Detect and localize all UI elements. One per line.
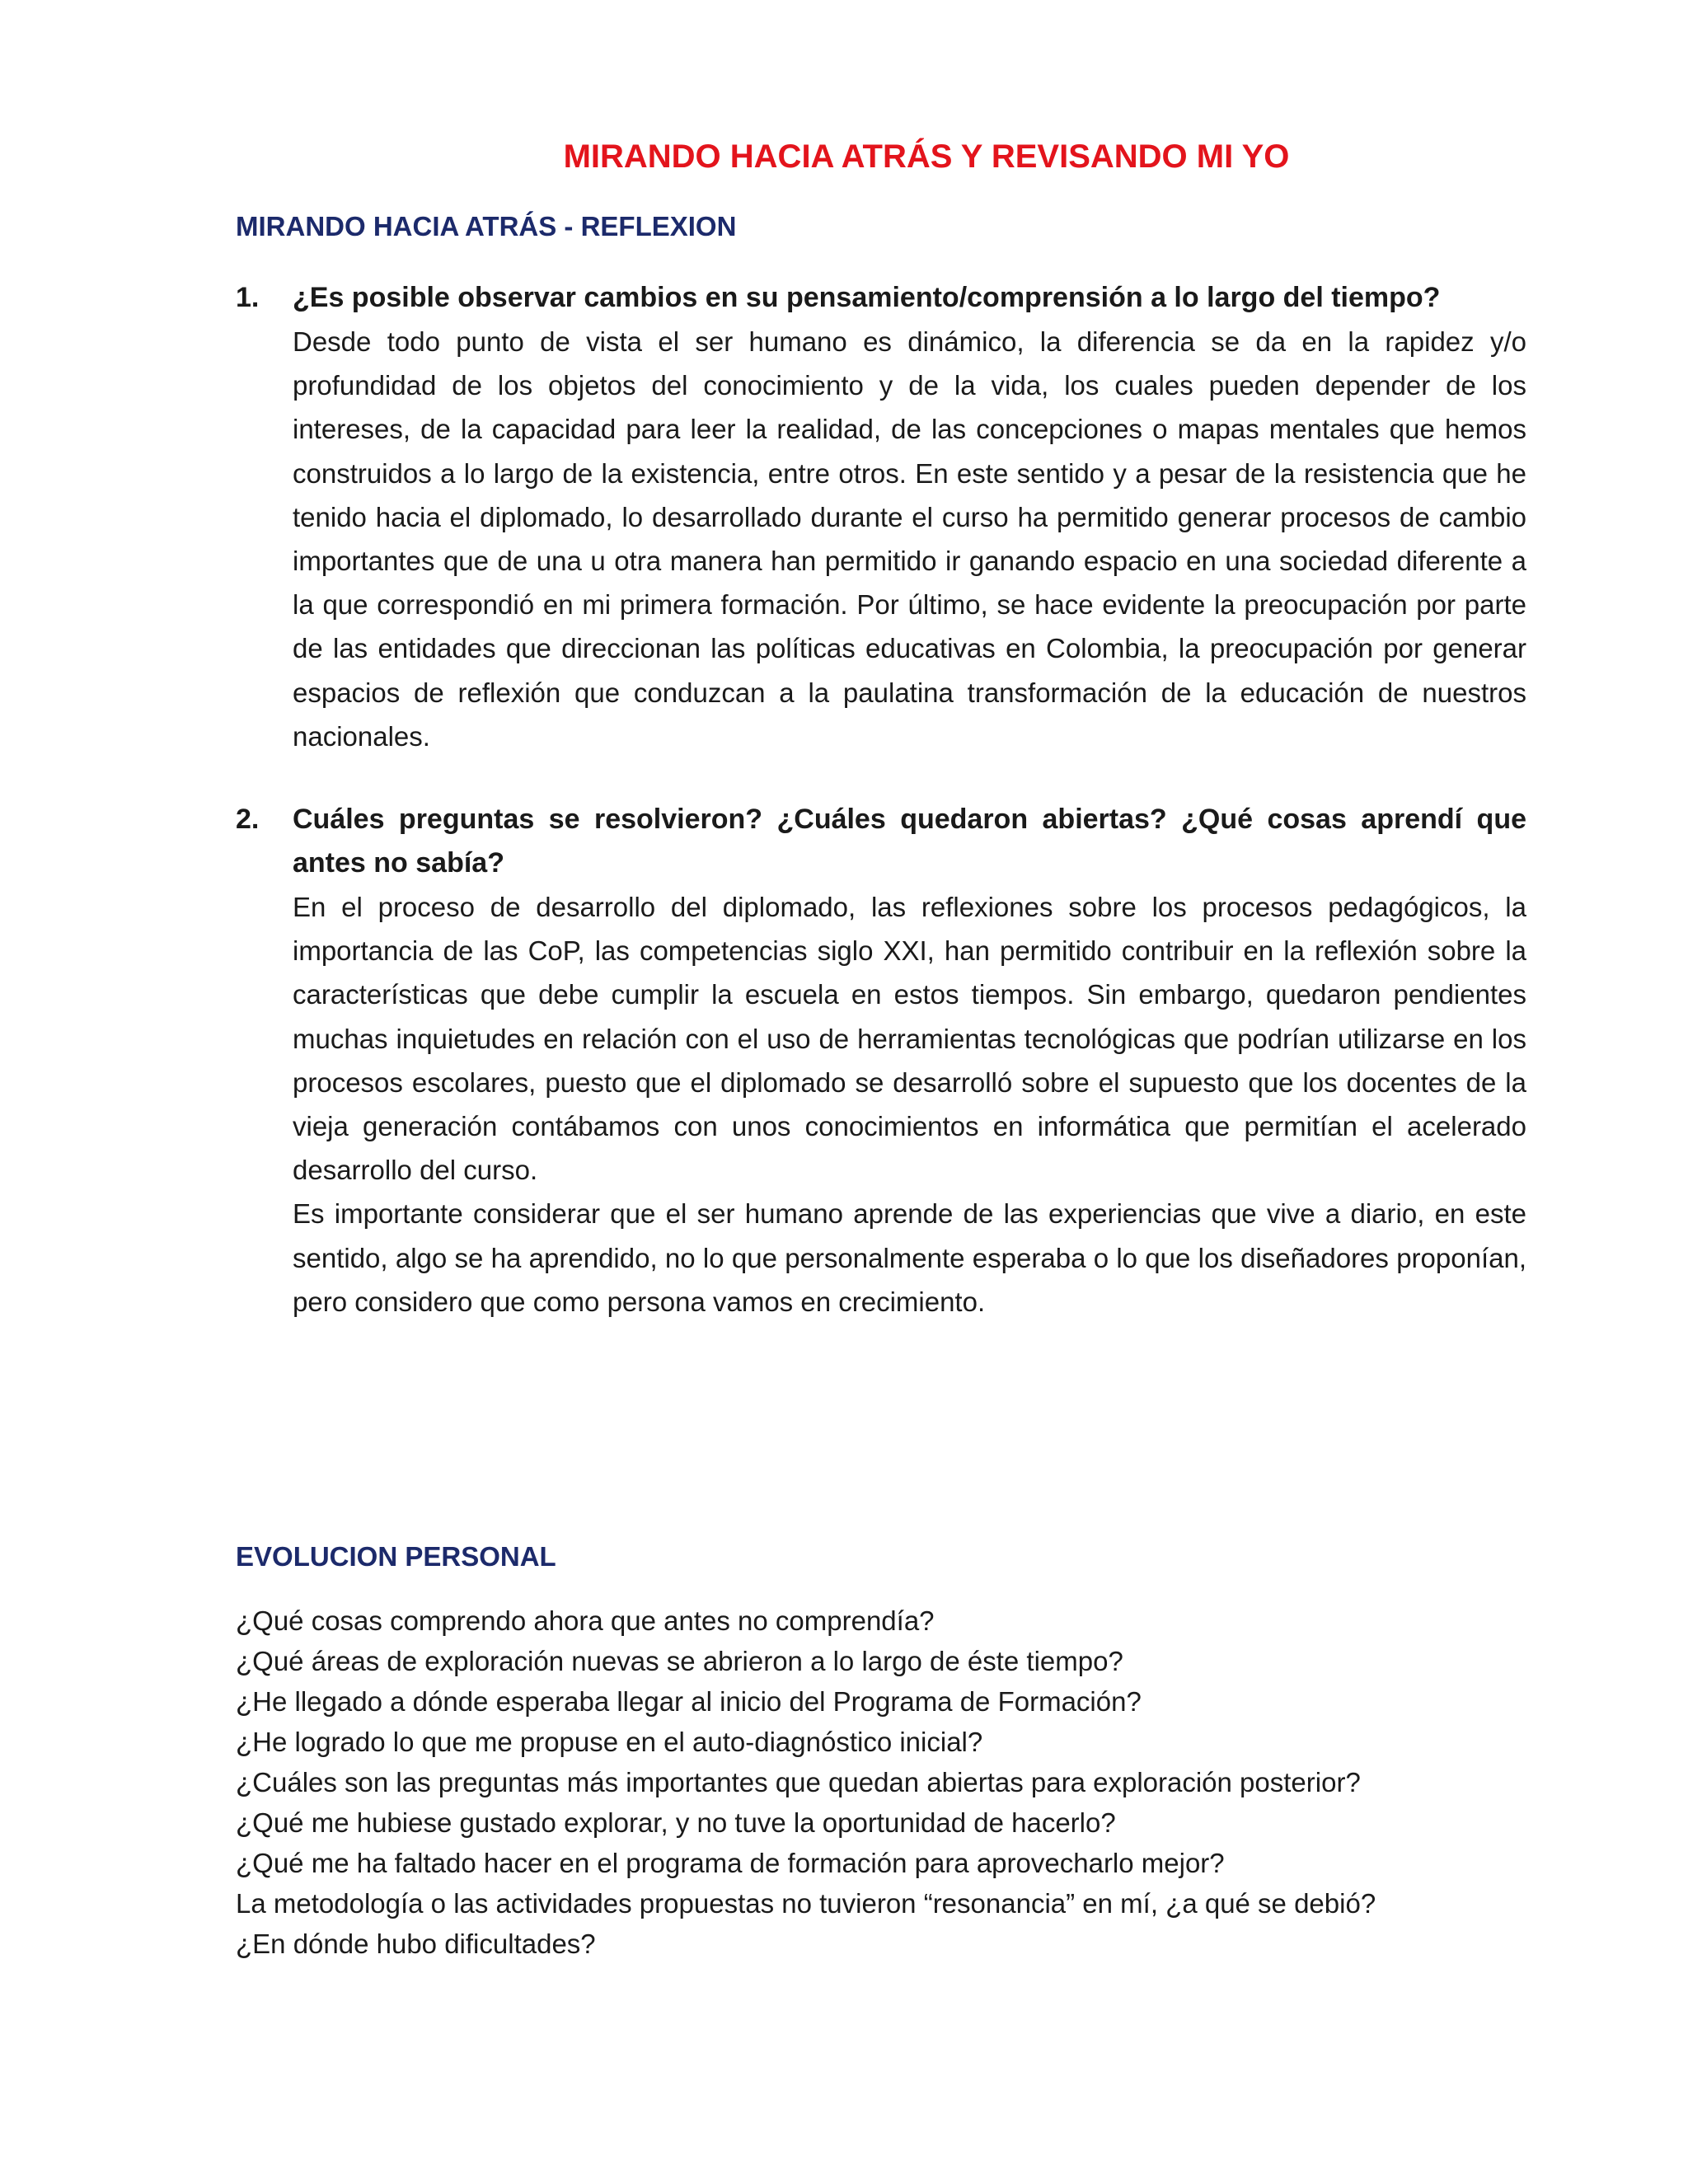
list-item: La metodología o las actividades propuestas no tuvieron “resonancia” en mí, ¿a qué se debió? bbox=[236, 1888, 1376, 1919]
question-number: 1. bbox=[236, 282, 260, 313]
list-item: ¿En dónde hubo dificultades? bbox=[236, 1929, 596, 1959]
question-title: Cuáles preguntas se resolvieron? ¿Cuáles quedaron abiertas? ¿Qué cosas aprendí que antes no sabía? bbox=[293, 804, 1526, 879]
list-item: ¿Cuáles son las preguntas más importantes que quedan abiertas para exploración posterior? bbox=[236, 1767, 1361, 1797]
question-body bbox=[293, 798, 1526, 1324]
list-item: ¿Qué me ha faltado hacer en el programa de formación para aprovecharlo mejor? bbox=[236, 1848, 1225, 1878]
section-heading-reflexion: MIRANDO HACIA ATRÁS - REFLEXION bbox=[236, 211, 737, 241]
answer-paragraph: Desde todo punto de vista el ser humano es dinámico, la diferencia se da en la rapidez y/o profundidad de los objetos del conocimiento y de la vida, los cuales pueden depender de los intereses, de la capacidad para leer la realidad, de las concepciones o mapas mentales que hemos construidos a lo largo de la existencia, entre otros. En este sentido y a pesar de la resistencia que he tenido hacia el diplomado, lo desarrollado durante el curso ha permitido generar procesos de cambio importantes que de una u otra manera han permitido ir ganando espacio en una sociedad diferente a la que correspondió en mi primera formación. Por último, se hace evidente la preocupación por parte de las entidades que direccionan las políticas educativas en Colombia, la preocupación por generar espacios de reflexión que conduzcan a la paulatina transformación de la educación de nuestros nacionales. bbox=[293, 326, 1526, 752]
document-title: MIRANDO HACIA ATRÁS Y REVISANDO MI YO bbox=[563, 138, 1290, 175]
list-item: ¿He llegado a dónde esperaba llegar al inicio del Programa de Formación? bbox=[236, 1686, 1142, 1717]
section-heading-evolucion: EVOLUCION PERSONAL bbox=[236, 1541, 556, 1572]
question-number: 2. bbox=[236, 804, 260, 835]
list-item: ¿He logrado lo que me propuse en el auto-diagnóstico inicial? bbox=[236, 1727, 983, 1757]
question-title: ¿Es posible observar cambios en su pensamiento/comprensión a lo largo del tiempo? bbox=[293, 282, 1441, 313]
list-item: ¿Qué cosas comprendo ahora que antes no comprendía? bbox=[236, 1605, 935, 1636]
answer-paragraph: Es importante considerar que el ser humano aprende de las experiencias que vive a diario, en este sentido, algo se ha aprendido, no lo que personalmente esperaba o lo que los diseñadores proponían, pero considero que como persona vamos en crecimiento. bbox=[293, 1198, 1526, 1317]
answer-paragraph: En el proceso de desarrollo del diplomado, las reflexiones sobre los procesos pedagógicos, la importancia de las CoP, las competencias siglo XXI, han permitido contribuir en la reflexión sobre la características que debe cumplir la escuela en estos tiempos. Sin embargo, quedaron pendientes muchas inquietudes en relación con el uso de herramientas tecnológicas que podrían utilizarse en los procesos escolares, puesto que el diplomado se desarrolló sobre el supuesto que los docentes de la vieja generación contábamos con unos conocimientos en informática que permitían el acelerado desarrollo del curso. bbox=[293, 892, 1526, 1186]
question-body bbox=[293, 276, 1526, 758]
reflection-prompts-list bbox=[236, 1601, 1526, 1964]
list-item: ¿Qué me hubiese gustado explorar, y no tuve la oportunidad de hacerlo? bbox=[236, 1807, 1116, 1838]
list-item: ¿Qué áreas de exploración nuevas se abrieron a lo largo de éste tiempo? bbox=[236, 1646, 1123, 1676]
